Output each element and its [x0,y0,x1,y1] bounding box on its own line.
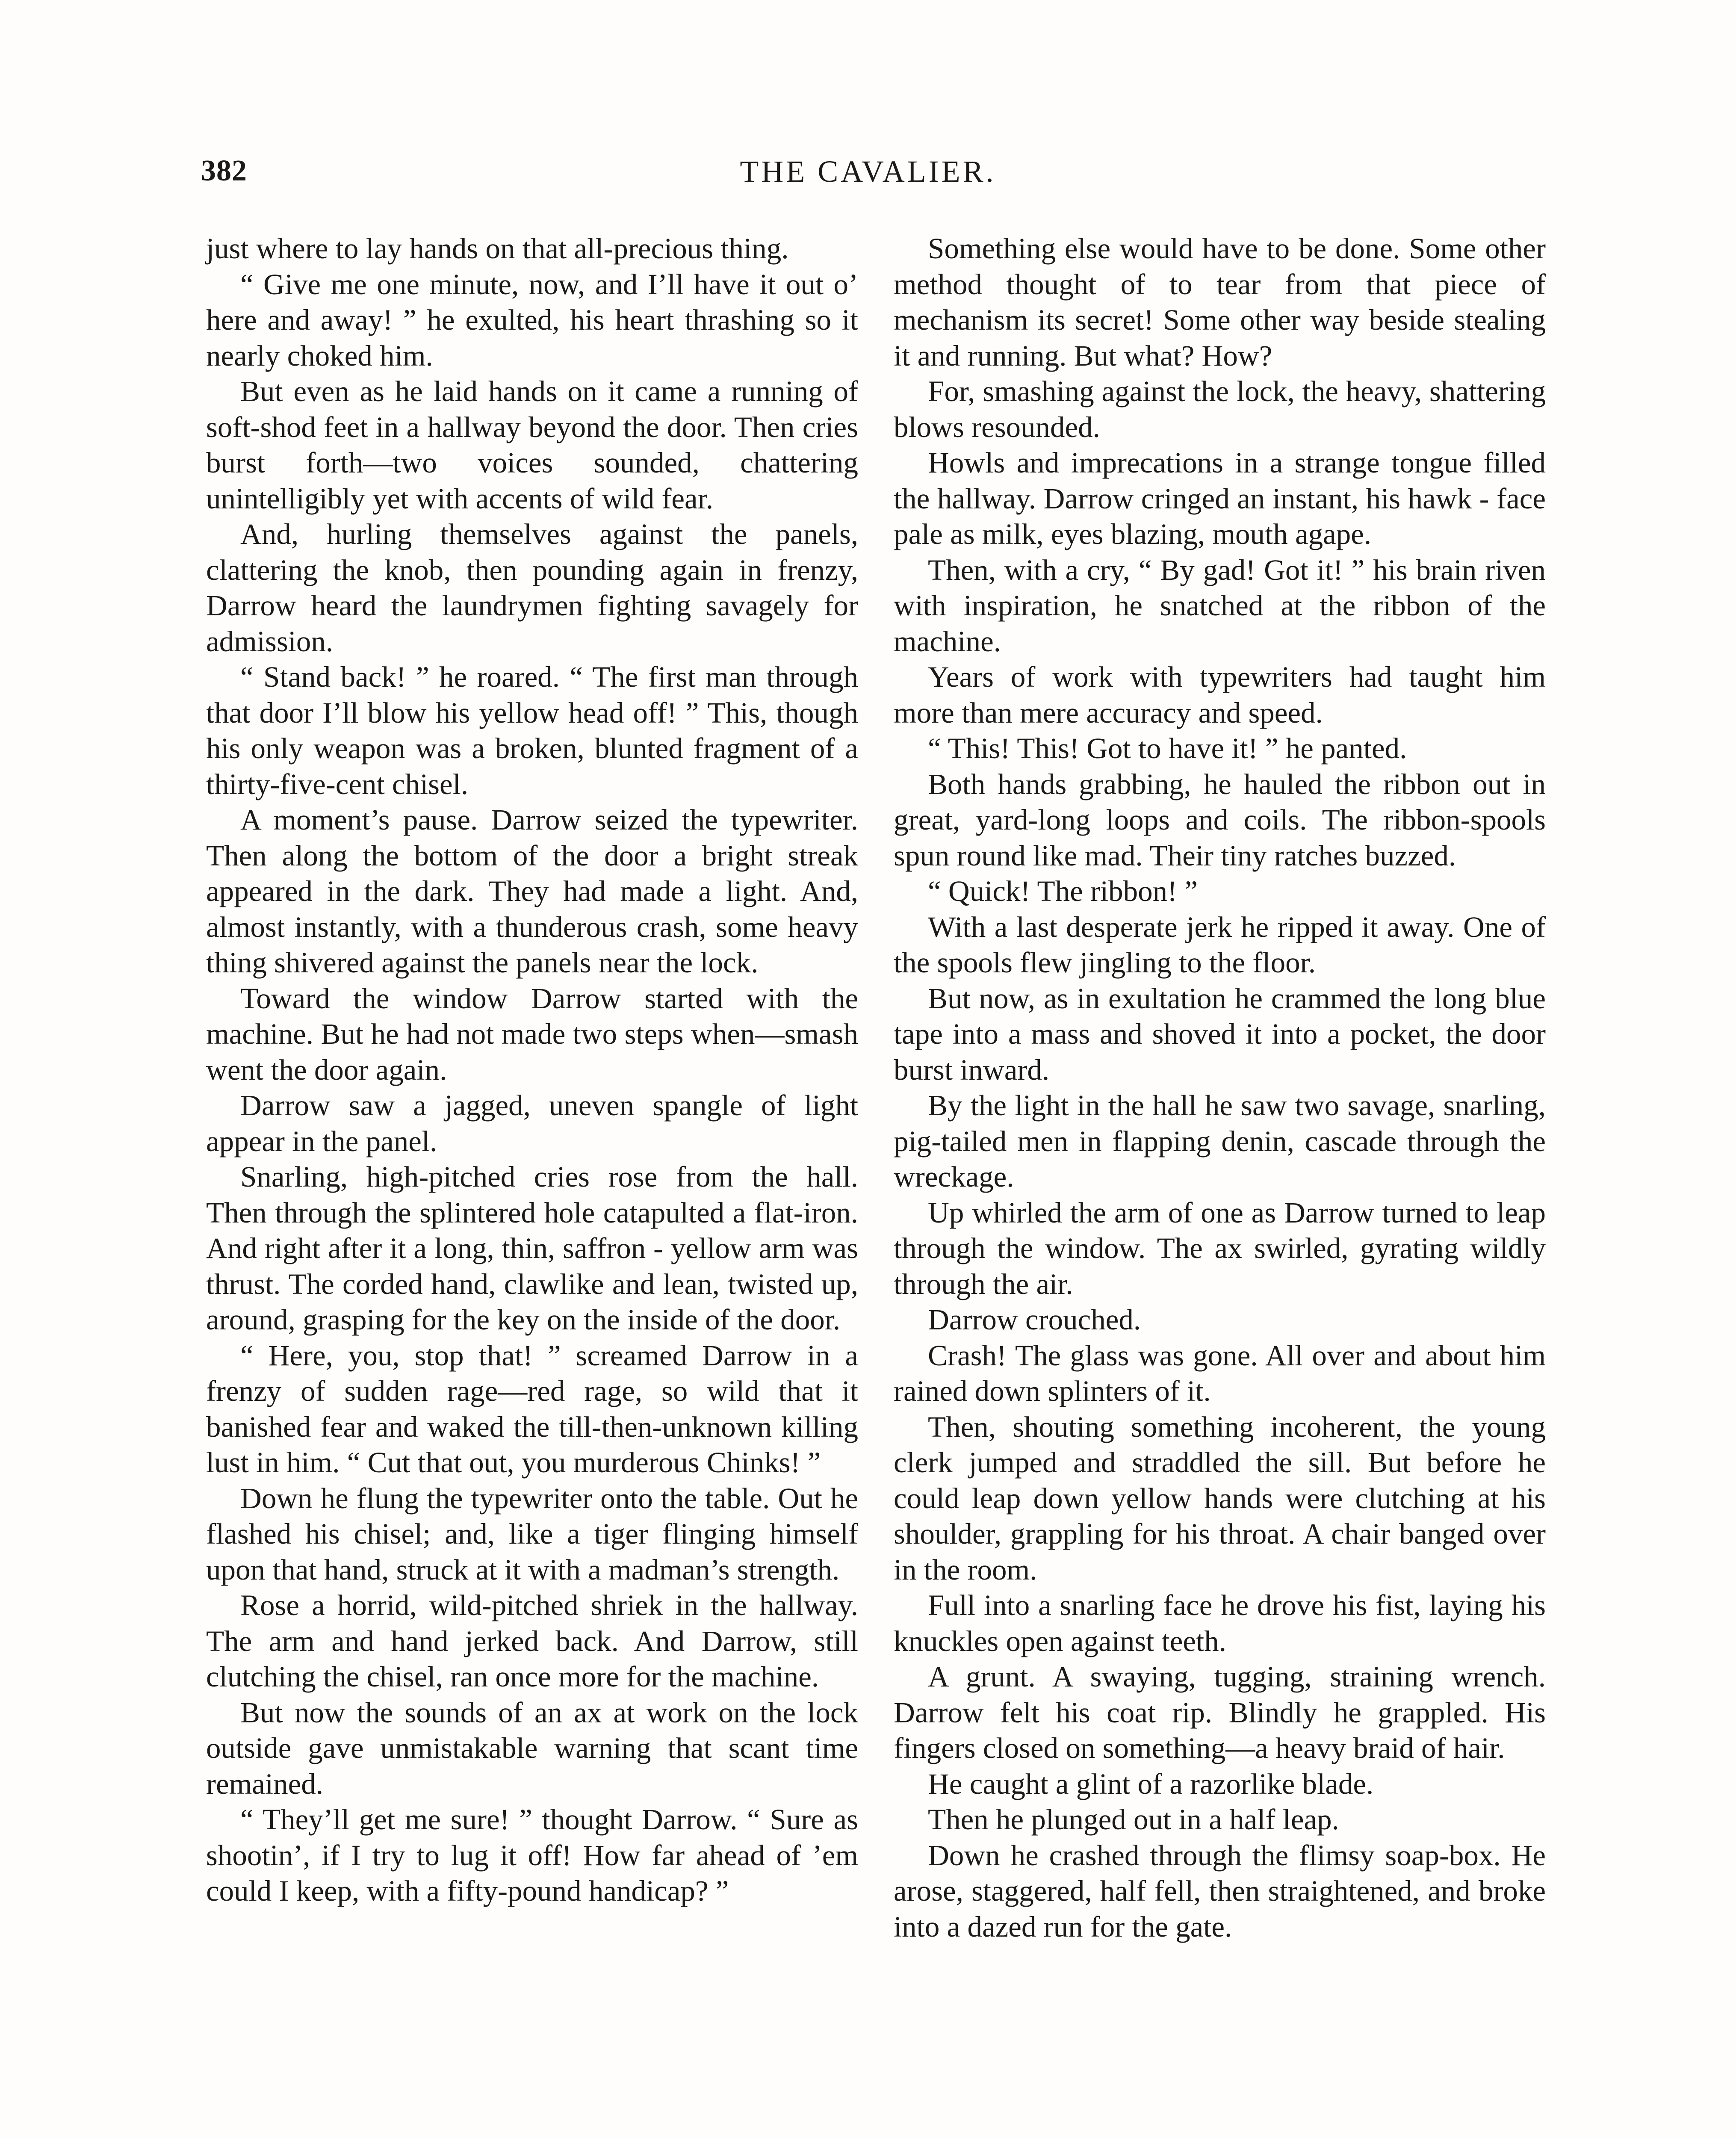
paragraph: Darrow saw a jagged, uneven spangle of light appear in the panel. [206,1089,858,1158]
paragraph: Full into a snarling face he drove his fist, laying his knuckles open against teeth. [894,1589,1546,1657]
paragraph: But now, as in exultation he crammed the long blue tape into a mass and shoved it into a pocket, the door burst inward. [894,982,1546,1086]
paragraph: Then, shouting something incoherent, the young clerk jumped and straddled the sill. But before he could leap down yellow hands were clutching at his shoulder, grappling for his throat. A chair banged over in the room. [894,1410,1546,1586]
paragraph: Up whirled the arm of one as Darrow turned to leap through the window. The ax swirled, gyrating wildly through the air. [894,1196,1546,1300]
paragraph: And, hurling themselves against the panels, clattering the knob, then pounding again in frenzy, Darrow heard the laundrymen fighting savagely for admission. [206,518,858,658]
paragraph: “ Here, you, stop that! ” screamed Darrow in a frenzy of sudden rage—red rage, so wild that it banished fear and waked the till-then-unknown killing lust in him. “ Cut that out, you murderous Chinks! ” [206,1339,858,1479]
paragraph: Crash! The glass was gone. All over and about him rained down splinters of it. [894,1339,1546,1407]
paragraph: A moment’s pause. Darrow seized the typewriter. Then along the bottom of the door a bright streak appeared in the dark. They had made a light. And, almost instantly, with a thunderous crash, some heavy thing shivered against the panels near the lock. [206,803,858,979]
right-column [894,231,1546,1945]
paragraph: Rose a horrid, wild-pitched shriek in the hallway. The arm and hand jerked back. And Darrow, still clutching the chisel, ran once more for the machine. [206,1589,858,1693]
paragraph: just where to lay hands on that all-precious thing. [206,232,789,265]
paragraph: But now the sounds of an ax at work on the lock outside gave unmistakable warning that scant time remained. [206,1696,858,1800]
paragraph: Down he flung the typewriter onto the table. Out he flashed his chisel; and, like a tiger flinging himself upon that hand, struck at it with a madman’s strength. [206,1482,858,1586]
paragraph: But even as he laid hands on it came a running of soft-shod feet in a hallway beyond the door. Then cries burst forth—two voices sounded, chattering unintelligibly yet with accents of wild fear. [206,375,858,515]
paragraph: Then he plunged out in a half leap. [928,1803,1339,1836]
paragraph: Down he crashed through the flimsy soap-box. He arose, staggered, half fell, then straightened, and broke into a dazed run for the gate. [894,1839,1546,1943]
paragraph: With a last desperate jerk he ripped it away. One of the spools flew jingling to the floor. [894,910,1546,979]
left-column [206,231,858,1909]
paragraph: Darrow crouched. [928,1303,1141,1336]
paragraph: A grunt. A swaying, tugging, straining wrench. Darrow felt his coat rip. Blindly he grappled. His fingers closed on something—a heavy braid of hair. [894,1660,1546,1764]
paragraph: Then, with a cry, “ By gad! Got it! ” his brain riven with inspiration, he snatched at the ribbon of the machine. [894,553,1546,658]
paragraph: Something else would have to be done. Some other method thought of to tear from that piece of mechanism its secret! Some other way beside stealing it and running. But what? How? [894,232,1546,372]
paragraph: By the light in the hall he saw two savage, snarling, pig-tailed men in flapping denin, cascade through the wreckage. [894,1089,1546,1193]
paragraph: For, smashing against the lock, the heavy, shattering blows resounded. [894,375,1546,443]
running-head: THE CAVALIER. [740,154,996,189]
paragraph: Years of work with typewriters had taught him more than mere accuracy and speed. [894,661,1546,729]
paragraph: “ Give me one minute, now, and I’ll have it out o’ here and away! ” he exulted, his heart thrashing so it nearly choked him. [206,268,858,372]
paragraph: Toward the window Darrow started with the machine. But he had not made two steps when—smash went the door again. [206,982,858,1086]
paragraph: He caught a glint of a razorlike blade. [928,1767,1374,1800]
paragraph: Snarling, high-pitched cries rose from the hall. Then through the splintered hole catapulted a flat-iron. And right after it a long, thin, saffron - yellow arm was thrust. The corded hand, clawlike and lean, twisted up, around, grasping for the key on the inside of the door. [206,1161,858,1336]
paragraph: “ They’ll get me sure! ” thought Darrow. “ Sure as shootin’, if I try to lug it off! How far ahead of ’em could I keep, with a fifty-pound handicap? ” [206,1803,858,1907]
paragraph: Howls and imprecations in a strange tongue filled the hallway. Darrow cringed an instant, his hawk - face pale as milk, eyes blazing, mouth agape. [894,446,1546,550]
paragraph: “ This! This! Got to have it! ” he panted. [928,732,1407,765]
paragraph: “ Stand back! ” he roared. “ The first man through that door I’ll blow his yellow head off! ” This, though his only weapon was a broken, blunted fragment of a thirty-five-cent chisel. [206,661,858,800]
paragraph: Both hands grabbing, he hauled the ribbon out in great, yard-long loops and coils. The ribbon-spools spun round like mad. Their tiny ratches buzzed. [894,768,1546,872]
paragraph: “ Quick! The ribbon! ” [928,875,1198,907]
page-number: 382 [201,154,247,187]
